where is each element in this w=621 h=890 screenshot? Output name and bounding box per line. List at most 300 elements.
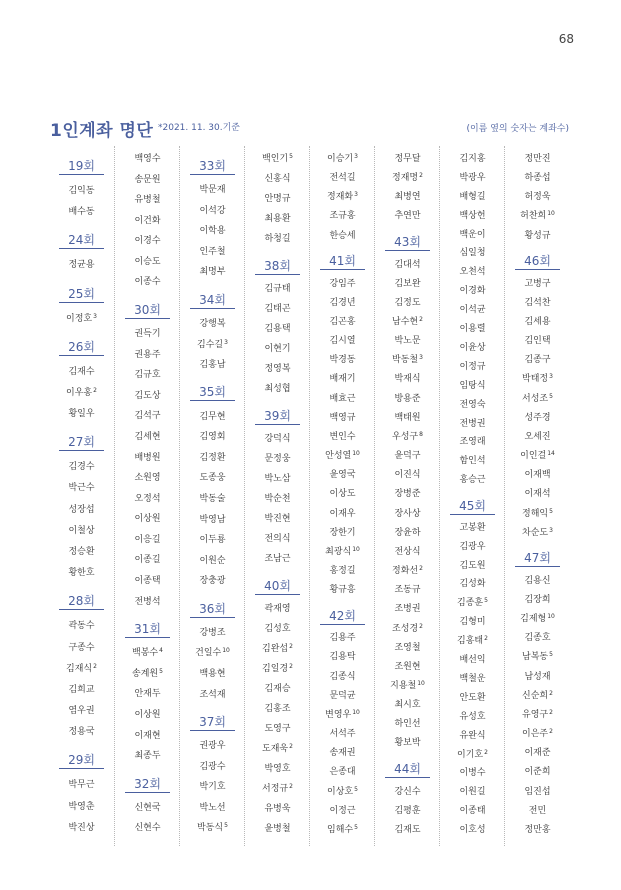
account-count: 3	[354, 191, 358, 199]
member-name	[245, 622, 310, 636]
name-column	[114, 146, 179, 846]
name-text: 김대석	[394, 259, 421, 270]
account-count: 10	[352, 545, 360, 553]
name-text: 이건화	[134, 215, 161, 226]
member-name	[310, 526, 375, 540]
name-text: 김세용	[524, 317, 551, 327]
name-text: 백영수	[134, 154, 161, 164]
header-label: 38회	[264, 258, 291, 273]
page-number: 68	[558, 32, 574, 46]
member-name	[505, 296, 570, 310]
name-text: 이진식	[394, 470, 421, 481]
member-name	[180, 451, 245, 465]
member-name	[180, 245, 245, 259]
member-name	[245, 172, 310, 186]
name-text: 박영춘	[68, 801, 95, 812]
member-name	[310, 372, 375, 386]
name-column	[179, 146, 244, 846]
member-name	[440, 171, 505, 185]
member-name	[310, 449, 375, 463]
name-text: 허찬희	[520, 211, 547, 222]
name-text: 박광우	[459, 172, 486, 183]
name-text: 조규홍	[329, 211, 356, 222]
name-text: 김영회	[199, 432, 226, 443]
name-text: 이승기	[327, 154, 354, 164]
member-name	[310, 209, 375, 223]
account-count: 3	[549, 373, 553, 381]
name-text: 이재준	[524, 748, 551, 759]
member-name	[375, 392, 440, 406]
header-label: 33회	[199, 158, 226, 173]
name-text: 장윤하	[394, 527, 421, 538]
name-column	[439, 146, 504, 846]
name-text: 도재욱	[262, 744, 289, 755]
member-name	[180, 513, 245, 527]
name-text: 조남근	[264, 554, 291, 565]
name-text: 정화선	[392, 566, 419, 577]
member-name	[505, 823, 570, 837]
name-text: 정승환	[68, 546, 95, 557]
member-name	[180, 265, 245, 279]
member-name	[440, 209, 505, 223]
name-text: 강덕식	[264, 434, 291, 445]
name-text: 이재백	[524, 470, 551, 481]
name-text: 이정근	[329, 805, 356, 816]
name-text: 박태정	[522, 374, 549, 385]
name-text: 김보완	[394, 278, 421, 289]
member-name	[49, 800, 114, 814]
member-name	[115, 512, 180, 526]
member-name	[440, 152, 505, 166]
account-count: 5	[484, 597, 488, 605]
name-text: 도종웅	[199, 473, 226, 484]
class-year-header	[190, 714, 235, 731]
name-text: 송문원	[134, 174, 161, 185]
header-label: 27회	[68, 435, 95, 450]
member-name	[375, 622, 440, 636]
member-name	[440, 691, 505, 705]
member-list-grid	[49, 146, 571, 846]
member-name	[505, 392, 570, 406]
name-text: 박노삼	[264, 474, 291, 485]
name-text: 건일수	[195, 648, 222, 659]
name-text: 정만진	[524, 154, 551, 164]
member-name	[440, 577, 505, 591]
member-name	[310, 277, 375, 291]
member-name	[440, 341, 505, 355]
name-text: 이재현	[134, 730, 161, 741]
member-name	[310, 689, 375, 703]
member-name	[310, 804, 375, 818]
name-column	[309, 146, 374, 846]
name-text: 전병권	[459, 418, 486, 429]
member-name	[180, 780, 245, 794]
header-label: 39회	[264, 408, 291, 423]
class-year-header	[190, 158, 235, 175]
name-text: 김시열	[329, 336, 356, 347]
member-name	[440, 540, 505, 554]
member-name	[440, 653, 505, 667]
account-count: 5	[354, 823, 358, 831]
class-year-header	[450, 498, 495, 515]
member-name	[440, 417, 505, 431]
name-text: 하청길	[264, 233, 291, 244]
account-count: 2	[93, 386, 97, 394]
name-text: 심일청	[459, 248, 486, 259]
member-name	[180, 224, 245, 238]
member-name	[310, 315, 375, 329]
name-text: 유병욱	[264, 804, 291, 815]
name-text: 김규태	[264, 284, 291, 295]
name-text: 김재식	[66, 663, 93, 674]
member-name	[310, 190, 375, 204]
account-count: 2	[549, 728, 553, 736]
member-name	[440, 596, 505, 610]
name-text: 김제형	[520, 614, 547, 625]
member-name	[115, 389, 180, 403]
member-name	[245, 192, 310, 206]
name-text: 김인택	[524, 336, 551, 347]
name-text: 박노문	[394, 336, 421, 347]
member-name	[505, 689, 570, 703]
name-text: 이현기	[264, 344, 291, 355]
account-count: 14	[547, 450, 555, 458]
name-text: 조성경	[392, 623, 419, 634]
member-name	[505, 631, 570, 645]
member-name	[115, 327, 180, 341]
account-count: 2	[484, 635, 488, 643]
member-name	[245, 152, 310, 166]
member-name	[180, 554, 245, 568]
name-text: 김용택	[264, 324, 291, 335]
member-name	[440, 435, 505, 449]
member-name	[180, 358, 245, 372]
name-text: 윤덕구	[394, 451, 421, 462]
header-label: 35회	[199, 385, 226, 400]
name-text: 박동철	[392, 355, 419, 366]
count-note: (이름 옆의 숫자는 계좌수)	[466, 124, 569, 134]
member-name	[49, 545, 114, 559]
member-name	[505, 612, 570, 626]
name-text: 서정규	[262, 784, 289, 795]
member-name	[310, 353, 375, 367]
member-name	[115, 214, 180, 228]
name-text: 이인걸	[520, 451, 547, 462]
member-name	[245, 822, 310, 836]
account-count: 2	[484, 748, 488, 756]
member-name	[245, 602, 310, 616]
name-text: 이상원	[134, 514, 161, 525]
member-name	[375, 449, 440, 463]
member-name	[310, 229, 375, 243]
member-name	[440, 379, 505, 393]
class-year-header	[255, 578, 300, 595]
name-text: 고병구	[524, 278, 551, 289]
name-text: 박영남	[199, 514, 226, 525]
name-text: 최명부	[199, 267, 226, 278]
member-name	[245, 362, 310, 376]
name-text: 조병권	[394, 604, 421, 615]
class-year-header	[515, 550, 560, 567]
member-name	[310, 507, 375, 521]
name-text: 강행복	[199, 318, 226, 329]
member-name	[505, 708, 570, 722]
member-name	[440, 766, 505, 780]
member-name	[245, 342, 310, 356]
name-text: 김곤홍	[329, 317, 356, 327]
name-text: 이정호	[66, 313, 93, 324]
member-name	[440, 360, 505, 374]
name-text: 인주철	[199, 246, 226, 257]
member-name	[49, 386, 114, 400]
name-text: 김경수	[68, 462, 95, 473]
member-name	[180, 430, 245, 444]
name-text: 정영복	[264, 364, 291, 375]
name-text: 박진현	[264, 514, 291, 525]
name-text: 하종섭	[524, 173, 551, 184]
name-text: 최병연	[394, 192, 421, 203]
name-text: 장한기	[329, 527, 356, 538]
member-name	[180, 410, 245, 424]
name-text: 한승세	[329, 230, 356, 241]
name-text: 이승도	[134, 256, 161, 267]
name-text: 조영철	[394, 642, 421, 653]
header-label: 41회	[329, 254, 356, 269]
header-label: 47회	[524, 551, 551, 566]
header-label: 34회	[199, 292, 226, 307]
name-text: 최시호	[394, 700, 421, 711]
name-text: 서성조	[522, 393, 549, 404]
name-text: 서석주	[329, 729, 356, 740]
account-count: 4	[159, 647, 163, 655]
member-name	[115, 667, 180, 681]
name-text: 이우홍	[66, 387, 93, 398]
name-text: 최광식	[325, 546, 352, 557]
name-text: 김재승	[264, 684, 291, 695]
name-text: 이두룡	[199, 535, 226, 546]
member-name	[505, 785, 570, 799]
member-name	[375, 526, 440, 540]
member-name	[310, 171, 375, 185]
member-name	[180, 471, 245, 485]
name-text: 홍정길	[329, 566, 356, 577]
name-text: 백용현	[199, 668, 226, 679]
name-text: 박진상	[68, 822, 95, 833]
member-name	[180, 801, 245, 815]
member-name	[49, 662, 114, 676]
member-name	[245, 682, 310, 696]
member-name	[440, 729, 505, 743]
name-text: 이학용	[199, 226, 226, 237]
name-text: 추연만	[394, 211, 421, 222]
header-label: 24회	[68, 233, 95, 248]
name-text: 백봉수	[132, 648, 159, 659]
member-name	[115, 255, 180, 269]
member-name	[375, 545, 440, 559]
member-name	[440, 284, 505, 298]
name-text: 장사상	[394, 508, 421, 519]
name-text: 전석길	[329, 173, 356, 184]
header-label: 28회	[68, 594, 95, 609]
member-name	[310, 631, 375, 645]
member-name	[440, 322, 505, 336]
member-name	[310, 708, 375, 722]
account-count: 5	[549, 392, 553, 400]
name-text: 장충광	[199, 576, 226, 587]
member-name	[505, 670, 570, 684]
name-text: 김지홍	[459, 154, 486, 164]
name-text: 김희교	[68, 684, 95, 695]
member-name	[180, 739, 245, 753]
member-name	[505, 468, 570, 482]
member-name	[245, 322, 310, 336]
member-name	[245, 212, 310, 226]
name-text: 남성재	[524, 671, 551, 682]
member-name	[310, 785, 375, 799]
name-text: 오천석	[459, 267, 486, 278]
member-name	[310, 583, 375, 597]
name-text: 정재화	[327, 192, 354, 203]
account-count: 2	[419, 172, 423, 180]
member-name	[180, 821, 245, 835]
member-name	[505, 229, 570, 243]
member-name	[245, 382, 310, 396]
member-name	[440, 454, 505, 468]
name-text: 배수동	[68, 207, 95, 218]
member-name	[115, 729, 180, 743]
name-text: 이재석	[524, 489, 551, 500]
name-text: 이기호	[457, 749, 484, 760]
name-text: 방용준	[394, 393, 421, 404]
name-text: 김태곤	[264, 304, 291, 315]
name-text: 이석강	[199, 205, 226, 216]
member-name	[375, 430, 440, 444]
name-text: 박동술	[199, 493, 226, 504]
name-text: 김종훈	[457, 598, 484, 609]
name-text: 권광우	[199, 741, 226, 752]
name-column	[49, 146, 114, 846]
member-name	[375, 296, 440, 310]
member-name	[115, 234, 180, 248]
name-column	[504, 146, 569, 846]
account-count: 5	[549, 651, 553, 659]
class-year-header	[59, 286, 104, 303]
name-text: 정재명	[392, 173, 419, 184]
name-text: 이상원	[134, 710, 161, 721]
member-name	[115, 368, 180, 382]
account-count: 2	[419, 565, 423, 573]
member-name	[440, 615, 505, 629]
name-text: 권용주	[134, 349, 161, 360]
name-text: 김정도	[394, 297, 421, 308]
name-text: 이경수	[134, 236, 161, 247]
member-name	[505, 650, 570, 664]
header-label: 37회	[199, 714, 226, 729]
member-name	[505, 209, 570, 223]
name-text: 이원길	[459, 787, 486, 798]
name-text: 박근수	[68, 483, 95, 494]
name-text: 정무달	[394, 154, 421, 164]
name-text: 김석구	[134, 411, 161, 422]
name-text: 이원순	[199, 555, 226, 566]
member-name	[180, 574, 245, 588]
name-text: 염우권	[68, 706, 95, 717]
member-name	[505, 574, 570, 588]
account-count: 10	[547, 613, 555, 621]
member-name	[115, 801, 180, 815]
name-text: 김완섭	[262, 644, 289, 655]
class-year-header	[320, 253, 365, 270]
header-label: 46회	[524, 254, 551, 269]
name-text: 김성화	[459, 579, 486, 590]
name-text: 김도원	[459, 560, 486, 571]
name-text: 김규호	[134, 370, 161, 381]
name-text: 신홍식	[264, 173, 291, 184]
name-text: 이경화	[459, 286, 486, 297]
member-name	[505, 727, 570, 741]
member-name	[245, 702, 310, 716]
name-column	[244, 146, 309, 846]
member-name	[440, 559, 505, 573]
member-name	[115, 492, 180, 506]
member-name	[115, 574, 180, 588]
member-name	[505, 507, 570, 521]
member-name	[49, 821, 114, 835]
class-year-header	[190, 384, 235, 401]
member-name	[440, 823, 505, 837]
account-count: 2	[289, 783, 293, 791]
member-name	[440, 710, 505, 724]
member-name	[375, 372, 440, 386]
name-text: 이종택	[134, 576, 161, 587]
name-text: 최용환	[264, 213, 291, 224]
member-name	[245, 642, 310, 656]
name-text: 함인석	[459, 456, 486, 467]
member-name	[180, 492, 245, 506]
account-count: 2	[93, 662, 97, 670]
name-text: 황보박	[394, 738, 421, 749]
account-count: 10	[547, 210, 555, 218]
member-name	[505, 190, 570, 204]
account-count: 3	[549, 526, 553, 534]
name-text: 안성열	[325, 451, 352, 462]
name-text: 김성호	[264, 624, 291, 635]
class-year-header	[190, 601, 235, 618]
member-name	[375, 698, 440, 712]
account-count: 2	[419, 622, 423, 630]
name-text: 황한호	[68, 568, 95, 579]
name-text: 김용신	[524, 575, 551, 586]
member-name	[245, 552, 310, 566]
name-text: 허정욱	[524, 192, 551, 203]
member-name	[310, 334, 375, 348]
page-title: 1인계좌 명단	[50, 121, 154, 141]
name-text: 이재우	[329, 508, 356, 519]
name-text: 이철상	[68, 525, 95, 536]
header-label: 29회	[68, 753, 95, 768]
member-name	[310, 650, 375, 664]
header-label: 30회	[134, 302, 161, 317]
member-name	[505, 804, 570, 818]
member-name	[49, 619, 114, 633]
name-text: 이준희	[524, 767, 551, 778]
member-name	[245, 782, 310, 796]
name-text: 백상헌	[459, 210, 486, 221]
member-name	[180, 338, 245, 352]
header-label: 43회	[394, 235, 421, 250]
member-name	[49, 566, 114, 580]
name-text: 신순희	[522, 690, 549, 701]
